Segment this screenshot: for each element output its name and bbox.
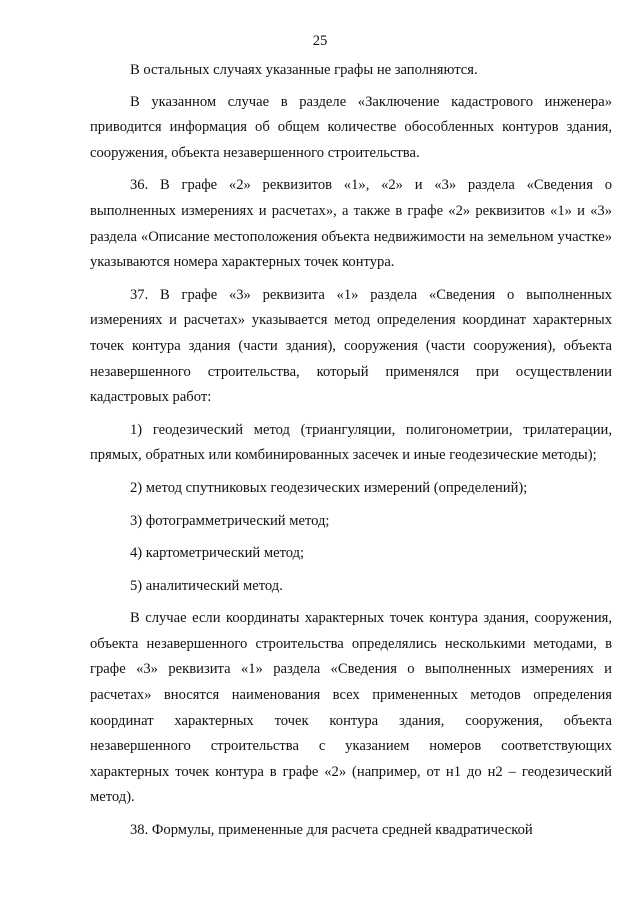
page-number: 25 (312, 33, 328, 49)
paragraph-item-37: 37. В графе «3» реквизита «1» раздела «Сведения о выполненных измерениях и расчетах» указывается метод определения координат характерных точек контура здания (части здания), сооружения (части сооружения), объекта незавершенного строительства, который применялся при осуществлении кадастровых работ: (90, 286, 612, 406)
list-item-cartometric-method: 4) картометрический метод; (130, 545, 305, 562)
paragraph-other-cases: В остальных случаях указанные графы не заполняются. (130, 62, 478, 78)
paragraph-item-38: 38. Формулы, примененные для расчета средней квадратической (130, 822, 533, 839)
paragraph-conclusion-info: В указанном случае в разделе «Заключение кадастрового инженера» приводится информация об общем количестве обособленных контуров здания, сооружения, объекта незавершенного строительства. (90, 93, 612, 161)
paragraph-item-36: 36. В графе «2» реквизитов «1», «2» и «3» раздела «Сведения о выполненных измерениях и расчетах», а также в графе «2» реквизитов «1» и «3» раздела «Описание местоположения объекта недвижимости на земельном участке» указываются номера характерных точек контура. (90, 177, 612, 271)
document-body (90, 58, 612, 851)
list-item-analytic-method: 5) аналитический метод. (130, 577, 283, 594)
list-item-geodetic-method: 1) геодезический метод (триангуляции, полигонометрии, трилатерации, прямых, обратных или комбинированных засечек и иные геодезические методы); (90, 421, 612, 464)
list-item-satellite-method: 2) метод спутниковых геодезических измерений (определений); (130, 479, 528, 496)
list-item-photogrammetric-method: 3) фотограмметрический метод; (130, 512, 330, 529)
paragraph-multiple-methods: В случае если координаты характерных точек контура здания, сооружения, объекта незавершенного строительства определялись несколькими методами, в графе «3» реквизита «1» раздела «Сведения о выполненных измерениях и расчетах» вносятся наименования всех примененных методов определения координат характерных точек контура здания, сооружения, объекта незавершенного строительства с указанием номеров соответствующих характерных точек контура в графе «2» (например, от н1 до н2 – геодезический метод). (90, 610, 612, 806)
